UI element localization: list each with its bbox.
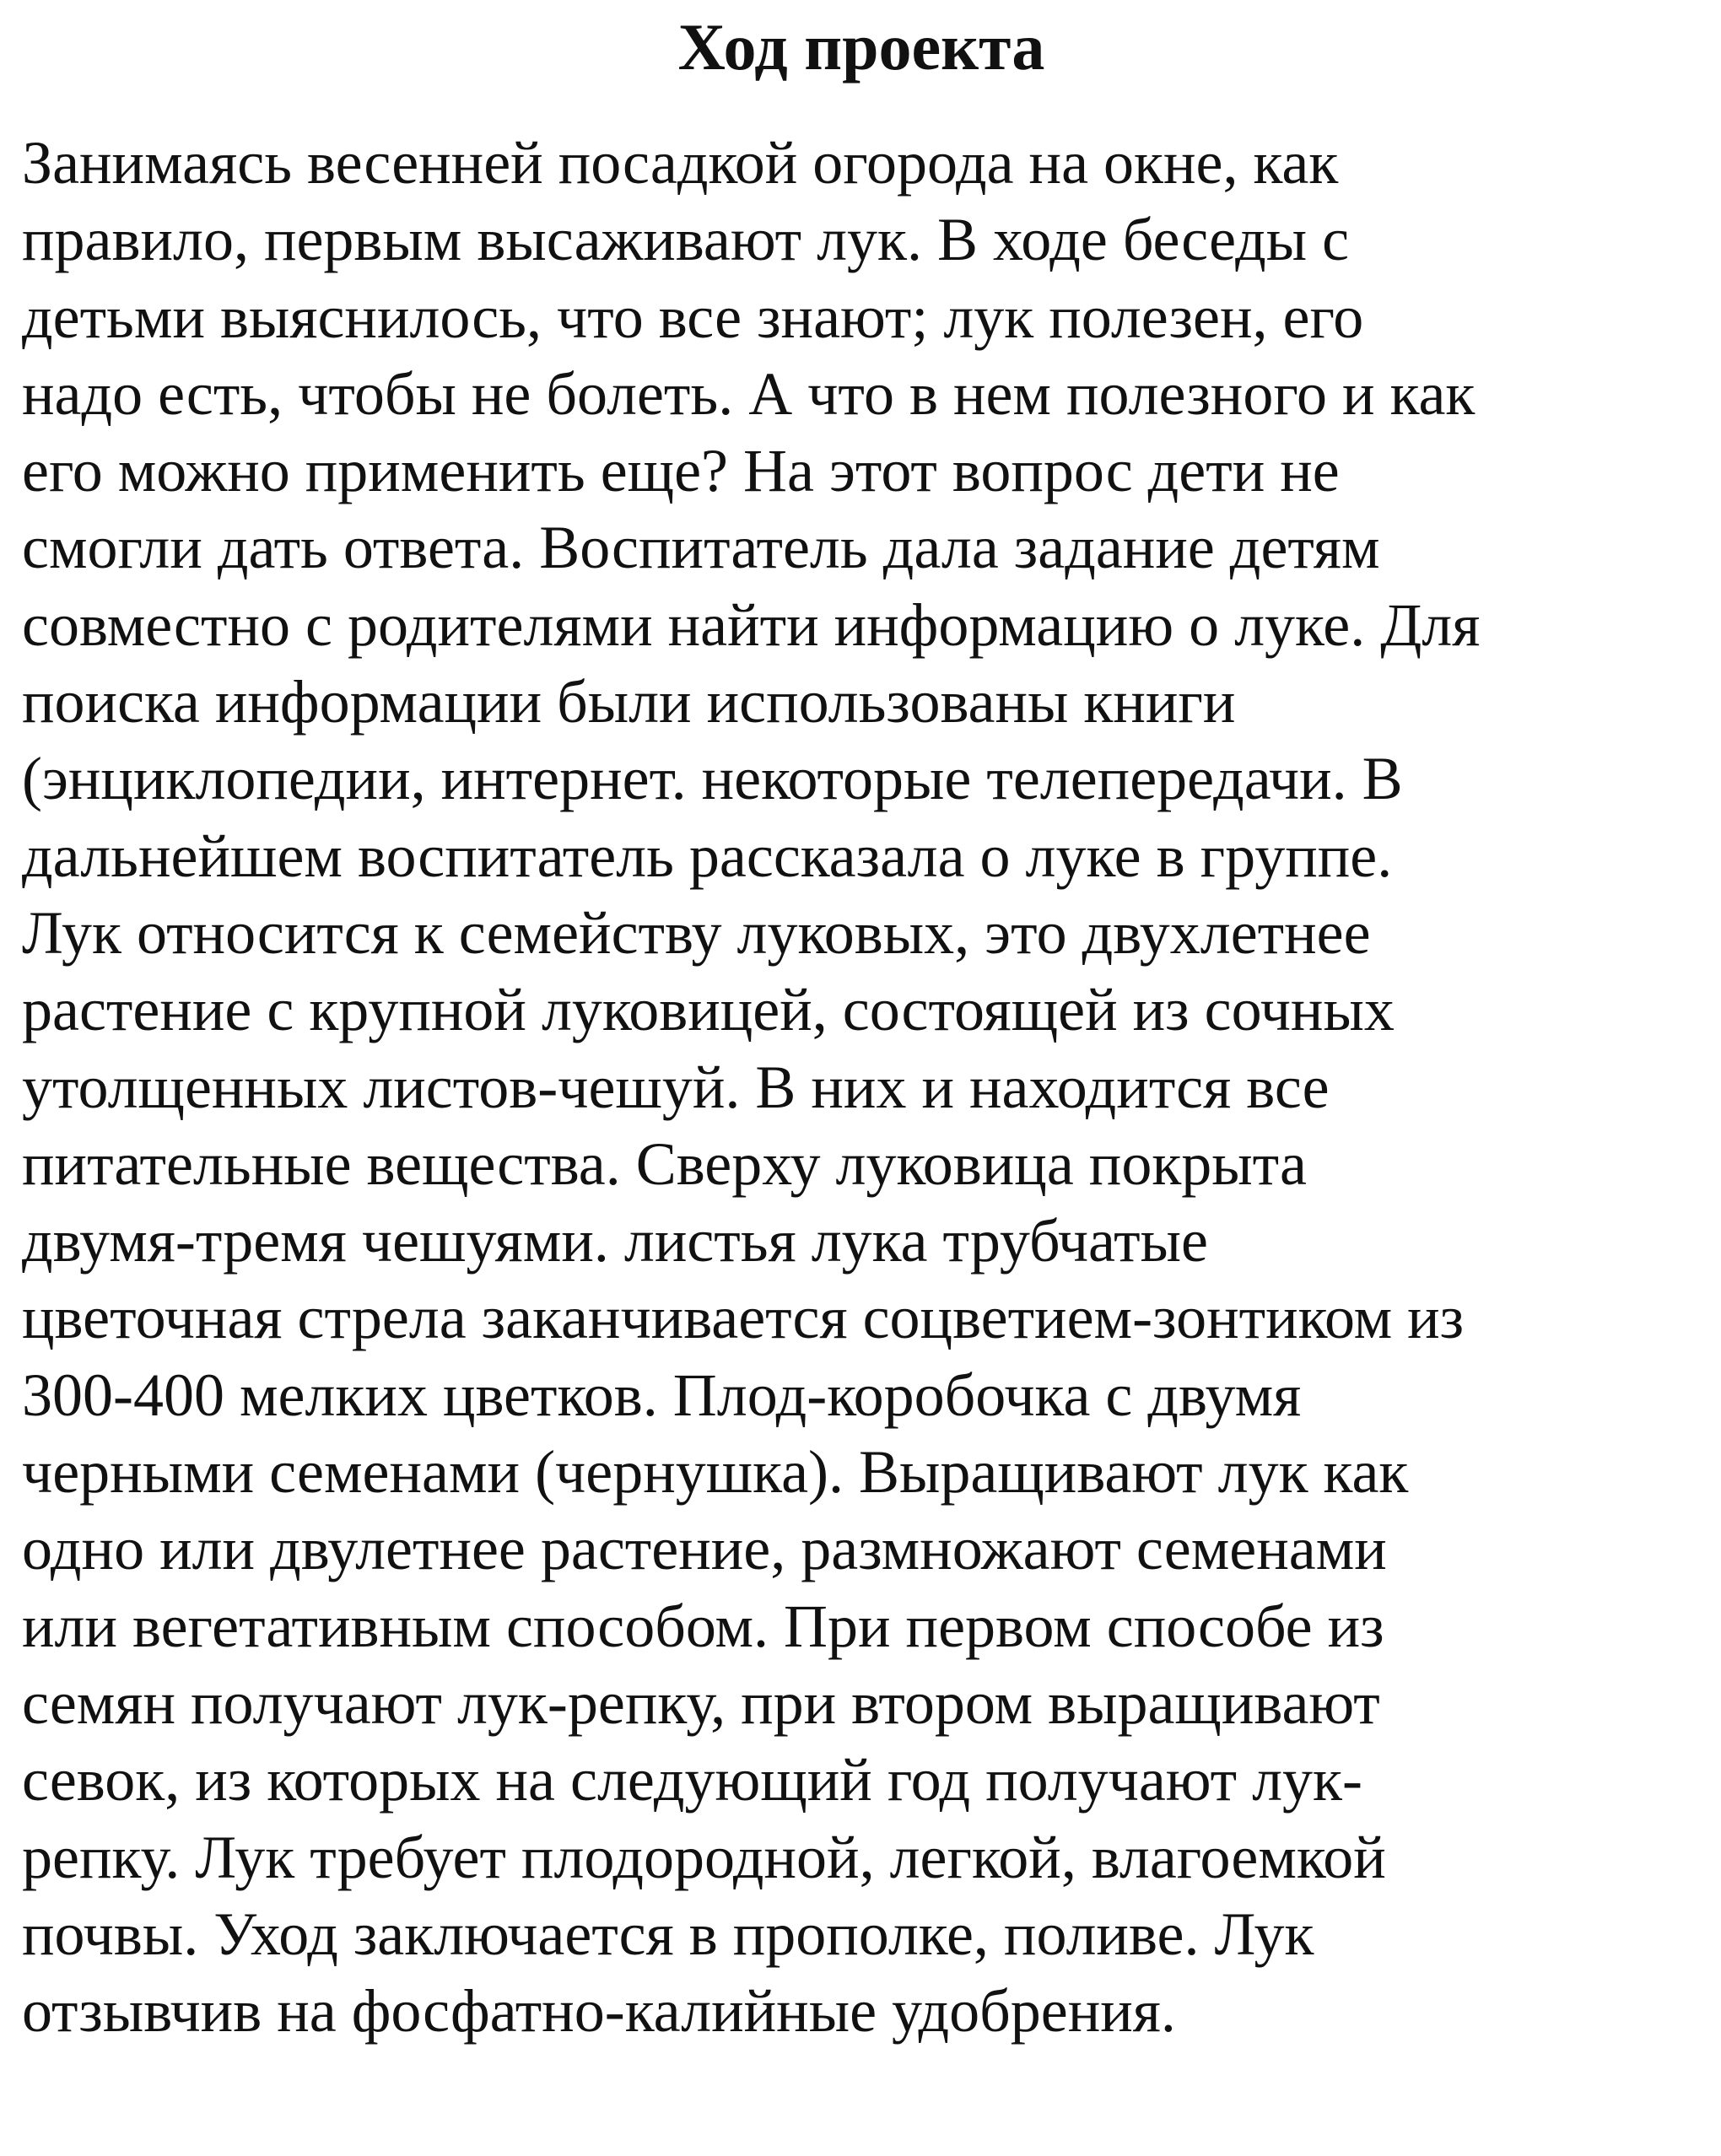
- text-line: совместно с родителями найти информацию о луке. Для: [22, 590, 1481, 659]
- text-line: (энциклопедии, интернет. некоторые телепередачи. В: [22, 745, 1403, 813]
- text-line: детьми выяснилось, что все знают; лук полезен, его: [22, 283, 1364, 351]
- text-line: двумя-тремя чешуями. листья лука трубчатые: [22, 1207, 1208, 1275]
- text-line: Лук относится к семейству луковых, это двухлетнее: [22, 898, 1371, 967]
- text-line: правило, первым высаживают лук. В ходе беседы с: [22, 206, 1350, 274]
- text-line: севок, из которых на следующий год получают лук-: [22, 1746, 1362, 1814]
- text-line: утолщенных листов-чешуй. В них и находится все: [22, 1053, 1330, 1121]
- text-line: одно или двулетнее растение, размножают семенами: [22, 1515, 1387, 1583]
- text-line: смогли дать ответа. Воспитатель дала задание детям: [22, 514, 1380, 582]
- text-line: почвы. Уход заключается в прополке, поливе. Лук: [22, 1900, 1314, 1968]
- text-line: репку. Лук требует плодородной, легкой, влагоемкой: [22, 1823, 1386, 1891]
- document-title: Ход проекта: [677, 10, 1045, 84]
- text-line: отзывчив на фосфатно-калийные удобрения.: [22, 1977, 1176, 2046]
- text-line: поиска информации были использованы книги: [22, 668, 1236, 736]
- text-line: растение с крупной луковицей, состоящей из сочных: [22, 976, 1395, 1044]
- text-line: надо есть, чтобы не болеть. А что в нем полезного и как: [22, 359, 1476, 428]
- document-body: [22, 125, 1701, 2050]
- text-line: дальнейшем воспитатель рассказала о луке в группе.: [22, 822, 1393, 890]
- text-line: семян получают лук-репку, при втором выращивают: [22, 1668, 1380, 1737]
- text-line: цветочная стрела заканчивается соцветием-зонтиком из: [22, 1284, 1465, 1352]
- text-line: Занимаясь весенней посадкой огорода на окне, как: [22, 129, 1339, 197]
- text-line: или вегетативным способом. При первом способе из: [22, 1592, 1384, 1660]
- text-line: черными семенами (чернушка). Выращивают лук как: [22, 1438, 1409, 1507]
- text-line: 300-400 мелких цветков. Плод-коробочка с двумя: [22, 1361, 1302, 1429]
- text-line: питательные вещества. Сверху луковица покрыта: [22, 1129, 1307, 1198]
- text-line: его можно применить еще? На этот вопрос дети не: [22, 437, 1340, 505]
